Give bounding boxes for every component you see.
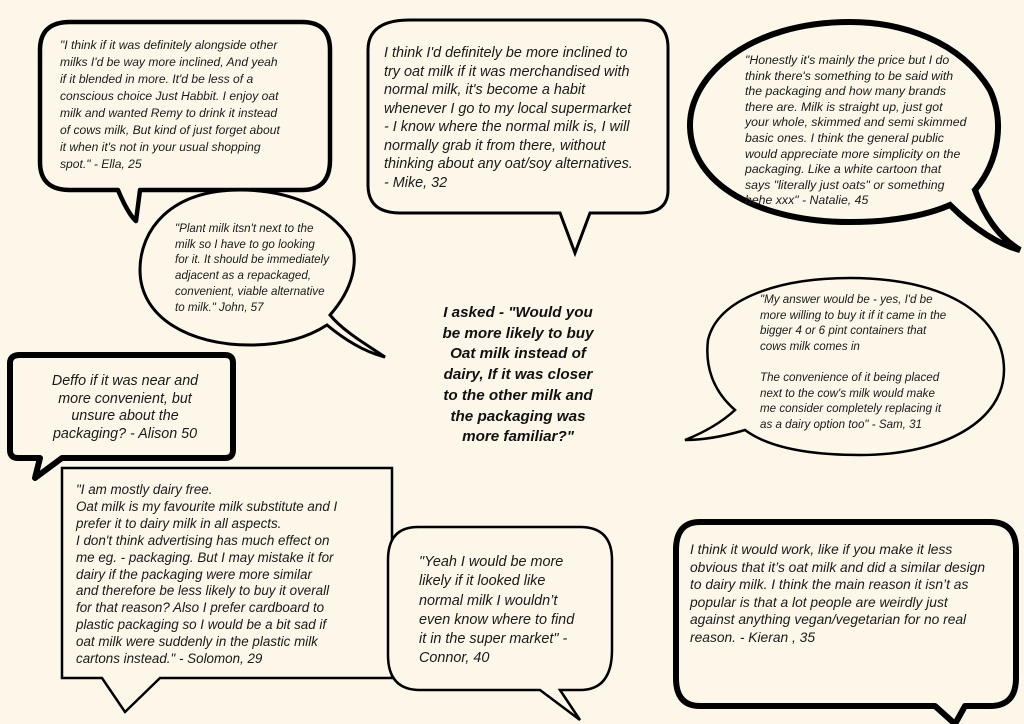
quote-natalie: "Honestly it's mainly the price but I do think there's something to be said with the packaging and how many brands there are. Milk is straight up, just got your whole, skimmed and semi skimmed basic ones. I think the general public would appreciate more simplicity on the packaging. Like a white cartoon that says "literally just oats" or something hehe xxx" - Natalie, 45 [745, 53, 967, 208]
quote-alison: Deffo if it was near and more convenient, but unsure about the packaging? - Alison 50 [51, 373, 199, 443]
survey-question: I asked - "Would you be more likely to buy Oat milk instead of dairy, If it was closer to the other milk and the packaging was more familiar?" [442, 304, 594, 446]
quote-ella: "I think if it was definitely alongside other milks I'd be way more inclined, And yeah if it blended in more. It'd be less of a conscious choice Just Habbit. I enjoy oat milk and wanted Remy to drink it instead of cows milk, But kind of just forget about it when it's not in your usual shopping spot." - Ella, 25 [60, 38, 280, 171]
quote-solomon: "I am mostly dairy free. Oat milk is my favourite milk substitute and I prefer it to dairy milk in all aspects. I don't think advertising has much effect on me eg. - packaging. But I may mistake it for dairy if the packaging were more similar and therefore be less likely to buy it overall for that reason? Also I prefer cardboard to plastic packaging so I would be a bit sad if oat milk were suddenly in the plastic milk cartons instead." - Solomon, 29 [76, 482, 338, 667]
quote-mike: I think I'd definitely be more inclined to try oat milk if it was merchandised with normal milk, it's become a habit whenever I go to my local supermarket - I know where the normal milk is, I will normally grab it from there, without thinking about any oat/soy alternatives. - Mike, 32 [384, 45, 633, 191]
quote-connor: "Yeah I would be more likely if it looked like normal milk I wouldn’t even know where to find it in the super market" - Connor, 40 [419, 554, 575, 667]
quote-sam: "My answer would be - yes, I'd be more willing to buy it if it came in the bigger 4 or 6 pint containers that cows milk comes in The convenience of it being placed next to the cow's milk would make me consider completely replacing it as a dairy option too" - Sam, 31 [760, 293, 947, 431]
quote-john: "Plant milk itsn't next to the milk so I have to go looking for it. It should be immediately adjacent as a repackaged, convenient, viable alternative to milk." John, 57 [175, 222, 330, 314]
quote-kieran: I think it would work, like if you make it less obvious that it’s oat milk and did a similar design to dairy milk. I think the main reason it isn’t as popular is that a lot people are weirdly just against anything vegan/vegetarian for no real reason. - Kieran , 35 [690, 542, 985, 645]
